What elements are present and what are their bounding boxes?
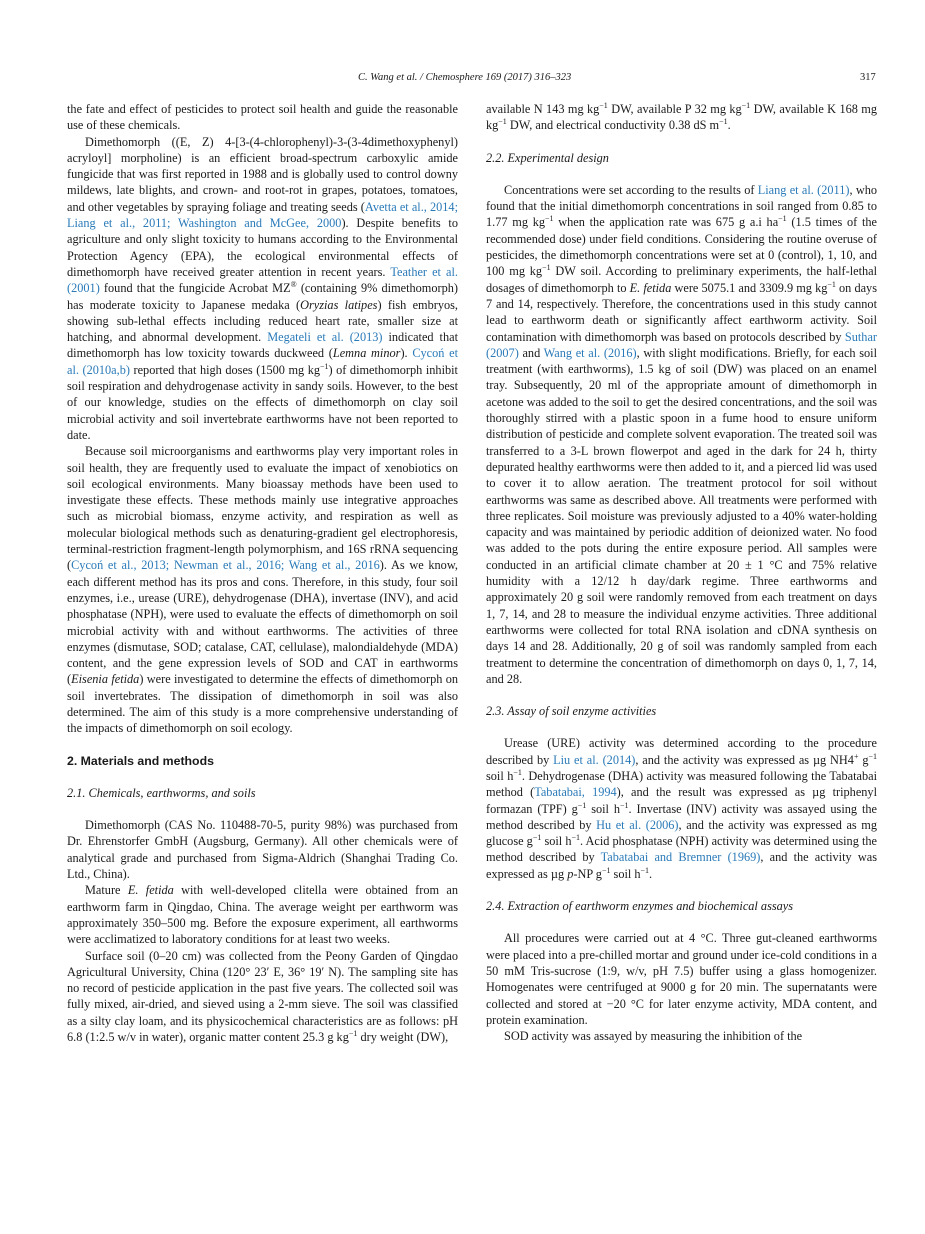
citation-link[interactable]: Hu et al. (2006) bbox=[596, 817, 679, 832]
paragraph-intro-end: the fate and effect of pesticides to protect soil health and guide the reasonable use of these chemicals. bbox=[67, 102, 458, 133]
citation-link[interactable]: Teather et al. (2001) bbox=[67, 264, 458, 296]
citation-link[interactable]: Cycoń et al., 2013; Newman et al., 2016; Wang et al., 2016 bbox=[71, 558, 380, 573]
citation-link[interactable]: Suthar (2007) bbox=[486, 329, 877, 360]
citation-link[interactable]: Liu et al. (2014) bbox=[553, 752, 636, 767]
subsection-heading-extraction: 2.4. Extraction of earthworm enzymes and biochemical assays bbox=[486, 899, 794, 914]
subsection-heading-enzymes: 2.3. Assay of soil enzyme activities bbox=[486, 704, 657, 719]
page-number: 317 bbox=[860, 72, 876, 83]
paragraph-microorganisms: Because soil microorganisms and earthworms play very important roles in soil health, they are frequently used to evaluate the impact of xenobiotics on soil ecological environments. Many bioassay methods have been used to investigate these effects. These methods mainly use integrative approaches such as microbial biomass, enzyme activity, and respiration as well as molecular biological methods such as denaturing-gradient gel electrophoresis, terminal-restriction fragment-length polymorphism, and 16S rRNA sequencing (Cycoń et al., 2013; Newman et al., 2016; Wang et al., 2016). As we know, each different method has its pros and cons. Therefore, in this study, four soil enzymes, i.e., urease (URE), dehydrogenase (DHA), invertase (INV), and acid phosphatase (NPH), were used to evaluate the effects of dimethomorph on soil microbial activity with and without earthworms. The activities of three enzymes (dismutase, SOD; catalase, CAT, cellulase), malondialdehyde (MDA) content, and the gene expression levels of SOD and CAT in earthworms (Eisenia fetida) were investigated to determine the effects of dimethomorph on soil invertebrates. The dissipation of dimethomorph in soil was also determined. The aim of this study is a more comprehensive understanding of the impacts of dimethomorph on soil ecology. bbox=[67, 444, 458, 736]
citation-link[interactable]: Tabatabai, 1994 bbox=[534, 785, 617, 800]
citation-link[interactable]: Wang et al. (2016) bbox=[543, 345, 637, 360]
citation-link[interactable]: Liang et al. (2011) bbox=[757, 182, 850, 197]
paragraph-soil-continued: available N 143 mg $kg^{-1}$ DW, available P 32 mg $kg^{-1}$ DW, available K 168 mg $kg^{-1}$ DW, and electrical conductivity 0.38 dS $m^{-1}$. bbox=[486, 100, 877, 133]
citation-link[interactable]: Avetta et al., 2014; Liang et al., 2011; Washington and McGee, 2000 bbox=[67, 199, 458, 231]
right-column bbox=[486, 101, 877, 1044]
paragraph-design: Concentrations were set according to the results of Liang et al. (2011), who found that the initial dimethomorph concentrations in soil ranged from 0.85 to 1.77 mg $kg^{-1}$ when the application rate was 675 g a.i $ha^{-1}$ (1.5 times of the recommended dose) under field conditions. Considering the routine overuse of pesticides, the dimethomorph concentrations were set at 0 (control), 1, 10, and 100 mg $kg^{-1}$ DW soil. According to preliminary experiments, the half-lethal dosages of dimethomorph to E. fetida were 5075.1 and 3309.9 mg $kg^{-1}$ on days 7 and 14, respectively. Therefore, the concentrations used in this study cannot lead to earthworm death or significantly affect earthworm activity. Soil contamination with dimethomorph was based on protocols described by Suthar (2007) and Wang et al. (2016), with slight modifications. Briefly, for each soil treatment (with earthworms), 1.5 kg of soil (DW) was placed on an enamel tray. Subsequently, 20 ml of the appropriate amount of dimethomorph in acetone was added to the soil to get the desired concentrations, and the soil was thoroughly stirred with a plastic spoon in a fume hood to ensure uniform distribution of pesticide and complete solvent evaporation. The treated soil was transferred to a 3-L brown flowerpot and aged in the dark for 24 h, thirty depurated healthy earthworms were then added to it, and a pierced lid was used to cover it to allow aeration. The treatment protocol for soil without earthworms was same as described above. All treatments were performed with three replicates. Soil moisture was previously adjusted to a 40% water-holding capacity and was maintained by periodic addition of deionized water. No food was added to the pots during the entire exposure period. All samples were conducted in an artificial climate chamber at 20 ± 1 °C and 75% relative humidity with a 12/12 h day/dark regime. Three earthworms and approximately 20 g soil were randomly removed from each treatment on days 1, 7, 14, and 28 to measure the individual enzyme activities. Three additional earthworms were collected for total RNA isolation and cDNA synthesis on days 14 and 28. Additionally, 20 g of soil was randomly sampled from each treatment to determine the concentration of dimethomorph on days 0, 1, 7, 14, and 28. bbox=[486, 182, 878, 686]
paragraph-extraction: All procedures were carried out at 4 °C. Three gut-cleaned earthworms were placed into a pre-chilled mortar and ground under ice-cold conditions in a 50 mM Tris-sucrose (1:9, w/v, pH 7.5) buffer using a glass homogenizer. Homogenates were centrifuged at 9000 g for 20 min. The supernatants were collected and stored at −20 °C for later enzyme activity, MDA content, and protein examination. bbox=[486, 931, 877, 1027]
citation-link[interactable]: Cycoń et al. (2010a,b) bbox=[67, 346, 458, 377]
section-heading-methods: 2. Materials and methods bbox=[67, 753, 214, 768]
citation-link[interactable]: Tabatabai and Bremner (1969) bbox=[600, 850, 761, 865]
running-header bbox=[0, 72, 925, 88]
paragraph-soil: Surface soil (0–20 cm) was collected from the Peony Garden of Qingdao Agricultural University, China (120° 23′ E, 36° 19′ N). The sampling site has no record of pesticide application in the past five years. The collected soil was fully mixed, air-dried, and sieved using a 2-mm sieve. The soil was classified as a silty clay loam, and its physicochemical characteristics are as follows: pH 6.8 (1:2.5 w/v in water), organic matter content 25.3 g $kg^{-1}$ dry weight (DW), bbox=[67, 948, 458, 1045]
subsection-heading-chemicals: 2.1. Chemicals, earthworms, and soils bbox=[67, 785, 256, 800]
paragraph-sod: SOD activity was assayed by measuring the inhibition of the bbox=[504, 1029, 803, 1044]
paragraph-chemicals: Dimethomorph (CAS No. 110488-70-5, purity 98%) was purchased from Dr. Ehrenstorfer GmbH (Augsburg, Germany). All other chemicals were of analytical grade and purchased from Sigma-Aldrich (Shanghai Trading Co. Ltd., China). bbox=[67, 818, 458, 882]
citation-link[interactable]: Megateli et al. (2013) bbox=[267, 330, 383, 345]
paragraph-earthworms: Mature E. fetida with well-developed clitella were obtained from an earthworm farm in Qingdao, China. The average weight per earthworm was approximately 350–500 mg. Before the exposure experiment, all earthworms were acclimatized to laboratory conditions for at least two weeks. bbox=[67, 883, 458, 947]
subsection-heading-design: 2.2. Experimental design bbox=[486, 150, 609, 165]
left-column bbox=[67, 101, 458, 1045]
paragraph-enzymes: Urease (URE) activity was determined according to the procedure described by Liu et al. (2014), and the activity was expressed as µg NH4+ $g^{-1}$ soil $h^{-1}$. Dehydrogenase (DHA) activity was measured following the Tabatabai method (Tabatabai, 1994), and the result was expressed as µg triphenyl formazan (TPF) $g^{-1}$ soil $h^{-1}$. Invertase (INV) activity was assayed using the method described by Hu et al. (2006), and the activity was expressed as mg glucose $g^{-1}$ soil $h^{-1}$. Acid phosphatase (NPH) activity was determined using the method described by Tabatabai and Bremner (1969), and the activity was expressed as µg p-NP $g^{-1}$ soil $h^{-1}$. bbox=[486, 736, 878, 881]
running-title: C. Wang et al. / Chemosphere 169 (2017) 316–323 bbox=[358, 72, 572, 83]
paragraph-dimethomorph: Dimethomorph ((E, Z) 4-[3-(4-chlorophenyl)-3-(3-4dimethoxyphenyl) acryloyl] morpholine) is an efficient broad-spectrum carboxylic amide fungicide that was first reported in 1988 and is globally used to control downy mildews, late blights, and crown- and root-rot in grapes, potatoes, tomatoes, and other vegetables by spraying foliage and treating seeds (Avetta et al., 2014; Liang et al., 2011; Washington and McGee, 2000). Despite benefits to agriculture and only slight toxicity to humans according to the Environmental Protection Agency (EPA), the ecological environmental effects of dimethomorph have received greater attention in recent years. Teather et al. (2001) found that the fungicide Acrobat MZ® (containing 9% dimethomorph) has moderate toxicity to Japanese medaka (Oryzias latipes) fish embryos, showing sub-lethal effects including reduced heart rate, smaller size at hatching, and abnormal development. Megateli et al. (2013) indicated that dimethomorph has low toxicity towards duckweed (Lemna minor). Cycoń et al. (2010a,b) reported that high doses (1500 mg $kg^{-1}$) of dimethomorph inhibit soil respiration and dehydrogenase activity in sandy soils. However, to the best of our knowledge, studies on the effects of dimethomorph on clay soil microbial activity and soil invertebrate earthworms have not been reported to date. bbox=[67, 134, 459, 442]
